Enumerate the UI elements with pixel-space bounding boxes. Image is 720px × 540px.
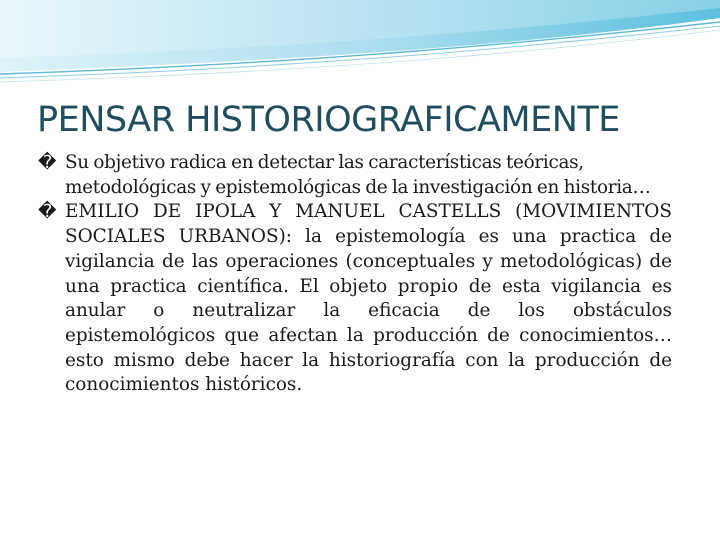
bullet-paragraph <box>38 151 672 200</box>
bullet-glyph-icon: � <box>38 152 57 173</box>
paragraph-text: Su objetivo radica en detectar las características teóricas, metodológicas y epistemológicas de la investigación en historia… <box>65 152 651 198</box>
header-wave-decoration <box>0 0 720 90</box>
bullet-glyph-icon: � <box>38 201 57 223</box>
slide-title: PENSAR HISTORIOGRAFICAMENTE <box>37 100 620 140</box>
paragraph-text: EMILIO DE IPOLA Y MANUEL CASTELLS (MOVIMIENTOS SOCIALES URBANOS): la epistemología es una practica de vigilancia de las operaciones (conceptuales y metodológicas) de una practica científica. El objeto propio de esta vigilancia es anular o neutralizar la eficacia de los obstáculos epistemológicos que afectan la producción de conocimientos… esto mismo debe hacer la historiografía con la producción de conocimientos históricos. <box>65 201 672 396</box>
slide-body <box>38 151 672 398</box>
bullet-paragraph <box>38 200 672 398</box>
